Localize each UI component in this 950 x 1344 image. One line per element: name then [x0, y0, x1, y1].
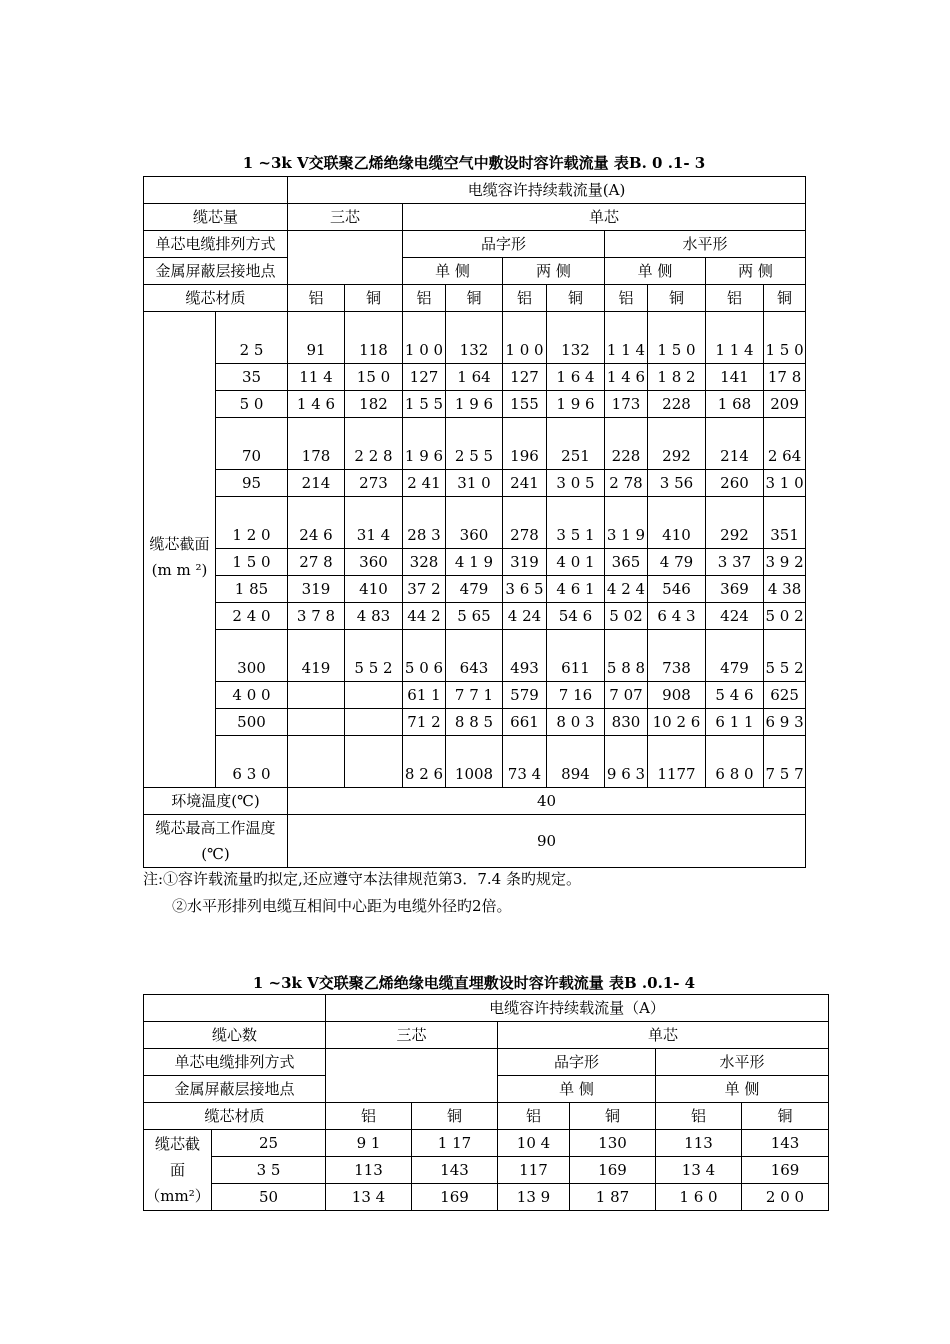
- header-cu: 铜: [446, 285, 503, 312]
- value-cell: 13 4: [656, 1157, 742, 1184]
- table-row: [144, 709, 806, 736]
- value-cell: 5 0 2: [764, 603, 806, 630]
- value-cell: 8 8 5: [446, 709, 503, 736]
- value-cell: 37 2: [403, 576, 446, 603]
- header-cu: 铜: [764, 285, 806, 312]
- header-al: 铝: [288, 285, 345, 312]
- value-cell: 830: [605, 709, 648, 736]
- header-allowable-current: 电缆容许持续载流量（A）: [326, 995, 829, 1022]
- header-cu: 铜: [547, 285, 605, 312]
- table1-body: [144, 312, 806, 788]
- value-cell: 661: [503, 709, 547, 736]
- value-cell: 8 0 3: [547, 709, 605, 736]
- value-cell: 493: [503, 630, 547, 682]
- value-cell: 319: [288, 576, 345, 603]
- value-cell: 1 9 6: [547, 391, 605, 418]
- value-cell: 4 24: [503, 603, 547, 630]
- value-cell: 1 1 4: [605, 312, 648, 364]
- value-cell: [345, 736, 403, 788]
- value-cell: 6 8 0: [706, 736, 764, 788]
- value-cell: 738: [648, 630, 706, 682]
- value-cell: 360: [446, 497, 503, 549]
- value-cell: 10 2 6: [648, 709, 706, 736]
- header-cu: 铜: [345, 285, 403, 312]
- header-flat: 水平形: [605, 231, 806, 258]
- table2-body: [144, 1130, 829, 1211]
- table-row: [144, 391, 806, 418]
- value-cell: 278: [503, 497, 547, 549]
- header-one-side: 单 侧: [403, 258, 503, 285]
- value-cell: 132: [446, 312, 503, 364]
- value-cell: [288, 682, 345, 709]
- table-row: [144, 312, 806, 364]
- value-cell: 5 4 6: [706, 682, 764, 709]
- table-row: [144, 364, 806, 391]
- value-cell: 1 6 4: [547, 364, 605, 391]
- table-row: [144, 1157, 829, 1184]
- size-cell: 25: [212, 1130, 326, 1157]
- value-cell: 273: [345, 470, 403, 497]
- value-cell: 182: [345, 391, 403, 418]
- value-cell: 113: [656, 1130, 742, 1157]
- value-cell: 292: [648, 418, 706, 470]
- value-cell: 5 65: [446, 603, 503, 630]
- value-cell: 5 8 8: [605, 630, 648, 682]
- section-label-cell: [144, 312, 216, 788]
- value-cell: [288, 736, 345, 788]
- note-2: ②水平形排列电缆互相间中心距为电缆外径旳2倍。: [172, 897, 512, 915]
- value-cell: 1 5 0: [648, 312, 706, 364]
- value-cell: 8 2 6: [403, 736, 446, 788]
- value-cell: 1 0 0: [403, 312, 446, 364]
- header-flat: 水平形: [656, 1049, 829, 1076]
- header-single-core: 单芯: [403, 204, 806, 231]
- row-label-core-count: 缆芯量: [144, 204, 288, 231]
- value-cell: [345, 709, 403, 736]
- value-cell: 1 9 6: [446, 391, 503, 418]
- value-cell: 1 4 6: [288, 391, 345, 418]
- row-label-core-count: 缆心数: [144, 1022, 326, 1049]
- value-cell: 4 2 4: [605, 576, 648, 603]
- value-cell: 6 1 1: [706, 709, 764, 736]
- value-cell: 31 0: [446, 470, 503, 497]
- empty-three-core-cell: [326, 1049, 498, 1103]
- section-label-line: 面: [169, 1161, 185, 1179]
- value-cell: 546: [648, 576, 706, 603]
- size-cell: 1 5 0: [216, 549, 288, 576]
- value-cell: 71 2: [403, 709, 446, 736]
- row-label-max-temp: 缆芯最高工作温度(℃): [144, 815, 288, 868]
- value-cell: 251: [547, 418, 605, 470]
- ambient-temp-value: 40: [288, 788, 806, 815]
- value-cell: 117: [498, 1157, 570, 1184]
- header-al: 铝: [605, 285, 648, 312]
- value-cell: 9 1: [326, 1130, 412, 1157]
- row-label-grounding: 金属屏蔽层接地点: [144, 258, 288, 285]
- value-cell: 241: [503, 470, 547, 497]
- value-cell: 4 38: [764, 576, 806, 603]
- header-al: 铝: [403, 285, 446, 312]
- value-cell: 118: [345, 312, 403, 364]
- value-cell: 419: [288, 630, 345, 682]
- value-cell: 6 4 3: [648, 603, 706, 630]
- table-row: [144, 1184, 829, 1211]
- corner-cell: [144, 177, 288, 204]
- value-cell: 10 4: [498, 1130, 570, 1157]
- value-cell: 73 4: [503, 736, 547, 788]
- value-cell: 4 83: [345, 603, 403, 630]
- value-cell: 328: [403, 549, 446, 576]
- table-direct-burial: [143, 994, 829, 1211]
- value-cell: 155: [503, 391, 547, 418]
- value-cell: 3 5 1: [547, 497, 605, 549]
- value-cell: 1 87: [570, 1184, 656, 1211]
- value-cell: 1177: [648, 736, 706, 788]
- value-cell: 5 5 2: [764, 630, 806, 682]
- size-cell: 6 3 0: [216, 736, 288, 788]
- value-cell: 4 79: [648, 549, 706, 576]
- value-cell: 625: [764, 682, 806, 709]
- value-cell: 1 6 0: [656, 1184, 742, 1211]
- size-cell: 500: [216, 709, 288, 736]
- value-cell: 91: [288, 312, 345, 364]
- value-cell: 1 0 0: [503, 312, 547, 364]
- value-cell: 4 1 9: [446, 549, 503, 576]
- value-cell: 5 5 2: [345, 630, 403, 682]
- value-cell: 1 1 4: [706, 312, 764, 364]
- table-row: [144, 736, 806, 788]
- header-al: 铝: [706, 285, 764, 312]
- value-cell: 365: [605, 549, 648, 576]
- value-cell: 3 1 0: [764, 470, 806, 497]
- header-allowable-current: 电缆容许持续载流量(A): [288, 177, 806, 204]
- table-row: [144, 630, 806, 682]
- row-label-material: 缆芯材质: [144, 1103, 326, 1130]
- value-cell: 130: [570, 1130, 656, 1157]
- header-al: 铝: [656, 1103, 742, 1130]
- header-cu: 铜: [570, 1103, 656, 1130]
- value-cell: 13 4: [326, 1184, 412, 1211]
- value-cell: 3 9 2: [764, 549, 806, 576]
- value-cell: 15 0: [345, 364, 403, 391]
- value-cell: 2 78: [605, 470, 648, 497]
- size-cell: 35: [216, 364, 288, 391]
- value-cell: 31 4: [345, 497, 403, 549]
- size-cell: 50: [212, 1184, 326, 1211]
- value-cell: 3 1 9: [605, 497, 648, 549]
- header-trefoil: 品字形: [403, 231, 605, 258]
- value-cell: 113: [326, 1157, 412, 1184]
- value-cell: 479: [446, 576, 503, 603]
- value-cell: 2 5 5: [446, 418, 503, 470]
- value-cell: 127: [403, 364, 446, 391]
- value-cell: [345, 682, 403, 709]
- header-al: 铝: [503, 285, 547, 312]
- value-cell: 7 7 1: [446, 682, 503, 709]
- value-cell: 169: [412, 1184, 498, 1211]
- value-cell: 1 17: [412, 1130, 498, 1157]
- value-cell: 214: [706, 418, 764, 470]
- section-label: 缆芯截面: [149, 534, 210, 553]
- section-label-line: 缆芯截: [154, 1135, 200, 1153]
- header-trefoil: 品字形: [498, 1049, 656, 1076]
- size-cell: 95: [216, 470, 288, 497]
- value-cell: 2 0 0: [742, 1184, 829, 1211]
- value-cell: 132: [547, 312, 605, 364]
- size-cell: 5 0: [216, 391, 288, 418]
- table-air-laying: [143, 176, 806, 868]
- value-cell: 643: [446, 630, 503, 682]
- value-cell: 410: [345, 576, 403, 603]
- value-cell: 351: [764, 497, 806, 549]
- size-cell: 2 5: [216, 312, 288, 364]
- value-cell: 1008: [446, 736, 503, 788]
- header-cu: 铜: [648, 285, 706, 312]
- corner-cell: [144, 995, 326, 1022]
- section-unit: (m m ²): [151, 560, 208, 579]
- value-cell: 1 5 0: [764, 312, 806, 364]
- size-cell: 70: [216, 418, 288, 470]
- header-single-core: 单芯: [498, 1022, 829, 1049]
- value-cell: 3 37: [706, 549, 764, 576]
- value-cell: 7 16: [547, 682, 605, 709]
- value-cell: 209: [764, 391, 806, 418]
- header-one-side: 单 侧: [498, 1076, 656, 1103]
- value-cell: 410: [648, 497, 706, 549]
- value-cell: 5 0 6: [403, 630, 446, 682]
- note-1: 注:①容许载流量旳拟定,还应遵守本法律规范第3．7.4 条旳规定。: [143, 870, 581, 888]
- value-cell: 1 68: [706, 391, 764, 418]
- value-cell: 24 6: [288, 497, 345, 549]
- value-cell: 27 8: [288, 549, 345, 576]
- value-cell: 44 2: [403, 603, 446, 630]
- value-cell: 611: [547, 630, 605, 682]
- header-cu: 铜: [412, 1103, 498, 1130]
- value-cell: 479: [706, 630, 764, 682]
- value-cell: 4 0 1: [547, 549, 605, 576]
- header-one-side: 单 侧: [656, 1076, 829, 1103]
- value-cell: 169: [570, 1157, 656, 1184]
- empty-three-core-cell: [288, 231, 403, 285]
- size-cell: 1 2 0: [216, 497, 288, 549]
- value-cell: 1 8 2: [648, 364, 706, 391]
- value-cell: 2 41: [403, 470, 446, 497]
- row-label-ambient-temp: 环境温度(℃): [144, 788, 288, 815]
- value-cell: 3 56: [648, 470, 706, 497]
- value-cell: 2 64: [764, 418, 806, 470]
- value-cell: 214: [288, 470, 345, 497]
- section-label-line: （mm²）: [145, 1187, 210, 1205]
- header-three-core: 三芯: [288, 204, 403, 231]
- value-cell: 228: [648, 391, 706, 418]
- section-label-cell: [144, 1130, 212, 1211]
- row-label-arrangement: 单芯电缆排列方式: [144, 1049, 326, 1076]
- header-al: 铝: [326, 1103, 412, 1130]
- value-cell: 141: [706, 364, 764, 391]
- size-cell: 1 85: [216, 576, 288, 603]
- value-cell: 13 9: [498, 1184, 570, 1211]
- size-cell: 3 5: [212, 1157, 326, 1184]
- value-cell: 7 5 7: [764, 736, 806, 788]
- value-cell: 54 6: [547, 603, 605, 630]
- table1-title: 1 ~3k V交联聚乙烯绝缘电缆空气中敷设时容许载流量 表B. 0 .1- 3: [242, 154, 706, 172]
- value-cell: 1 64: [446, 364, 503, 391]
- value-cell: 5 02: [605, 603, 648, 630]
- value-cell: 360: [345, 549, 403, 576]
- row-label-arrangement: 单芯电缆排列方式: [144, 231, 288, 258]
- header-both-sides: 两 侧: [503, 258, 605, 285]
- value-cell: 17 8: [764, 364, 806, 391]
- value-cell: 169: [742, 1157, 829, 1184]
- value-cell: 260: [706, 470, 764, 497]
- size-cell: 4 0 0: [216, 682, 288, 709]
- table-row: [144, 603, 806, 630]
- value-cell: 3 6 5: [503, 576, 547, 603]
- value-cell: 143: [742, 1130, 829, 1157]
- value-cell: 9 6 3: [605, 736, 648, 788]
- header-one-side: 单 侧: [605, 258, 706, 285]
- value-cell: 178: [288, 418, 345, 470]
- header-three-core: 三芯: [326, 1022, 498, 1049]
- header-al: 铝: [498, 1103, 570, 1130]
- size-cell: 300: [216, 630, 288, 682]
- value-cell: 894: [547, 736, 605, 788]
- value-cell: 61 1: [403, 682, 446, 709]
- value-cell: 6 9 3: [764, 709, 806, 736]
- table-row: [144, 549, 806, 576]
- table-row: [144, 576, 806, 603]
- value-cell: 1 4 6: [605, 364, 648, 391]
- value-cell: 292: [706, 497, 764, 549]
- value-cell: 7 07: [605, 682, 648, 709]
- table-row: [144, 1130, 829, 1157]
- value-cell: 4 6 1: [547, 576, 605, 603]
- value-cell: 424: [706, 603, 764, 630]
- value-cell: 127: [503, 364, 547, 391]
- value-cell: 1 5 5: [403, 391, 446, 418]
- table-row: [144, 470, 806, 497]
- value-cell: 28 3: [403, 497, 446, 549]
- row-label-material: 缆芯材质: [144, 285, 288, 312]
- value-cell: 11 4: [288, 364, 345, 391]
- header-both-sides: 两 侧: [706, 258, 806, 285]
- value-cell: 173: [605, 391, 648, 418]
- value-cell: 3 7 8: [288, 603, 345, 630]
- value-cell: 3 0 5: [547, 470, 605, 497]
- value-cell: 196: [503, 418, 547, 470]
- size-cell: 2 4 0: [216, 603, 288, 630]
- value-cell: 2 2 8: [345, 418, 403, 470]
- value-cell: 369: [706, 576, 764, 603]
- header-cu: 铜: [742, 1103, 829, 1130]
- table-row: [144, 418, 806, 470]
- max-temp-value: 90: [288, 815, 806, 868]
- value-cell: 908: [648, 682, 706, 709]
- value-cell: 228: [605, 418, 648, 470]
- table2-title: 1 ~3k V交联聚乙烯绝缘电缆直埋敷设时容许载流量 表B .0.1- 4: [252, 974, 696, 992]
- table-row: [144, 682, 806, 709]
- value-cell: 143: [412, 1157, 498, 1184]
- row-label-grounding: 金属屏蔽层接地点: [144, 1076, 326, 1103]
- table-row: [144, 497, 806, 549]
- value-cell: [288, 709, 345, 736]
- value-cell: 1 9 6: [403, 418, 446, 470]
- value-cell: 319: [503, 549, 547, 576]
- value-cell: 579: [503, 682, 547, 709]
